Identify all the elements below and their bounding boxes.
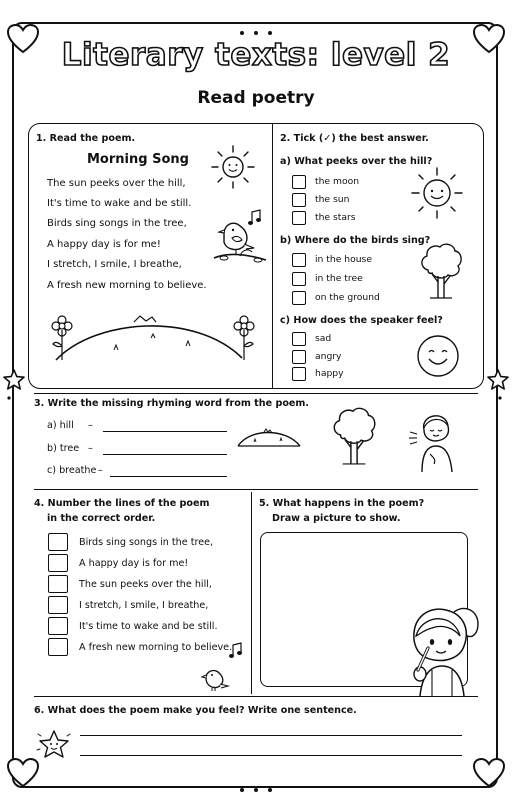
option-label: in the house [315,254,373,265]
number-box[interactable] [48,596,68,614]
option-label: in the tree [315,273,363,284]
number-box[interactable] [48,575,68,593]
poem-title: Morning Song [87,152,189,167]
tree-icon [418,240,464,300]
q5-heading-line2: Draw a picture to show. [272,513,401,524]
section-divider [34,393,478,394]
poem-line: A fresh new morning to believe. [47,280,207,291]
checkbox[interactable] [292,211,306,225]
q2-part-a-question: a) What peeks over the hill? [280,156,433,167]
checkbox[interactable] [292,175,306,189]
option-label: angry [315,351,342,362]
q3-heading: 3. Write the missing rhyming word from the poem. [34,398,310,409]
checkbox[interactable] [292,291,306,305]
dash: – [98,465,103,476]
q2-part-b-question: b) Where do the birds sing? [280,235,431,246]
number-box[interactable] [48,533,68,551]
star-icon [2,368,26,392]
checkbox[interactable] [292,367,306,381]
q2-part-c-question: c) How does the speaker feel? [280,315,443,326]
option-label: the stars [315,212,356,223]
page-subtitle: Read poetry [197,88,315,108]
hill-with-flowers-illustration [36,308,262,364]
decorative-dots [6,395,12,407]
sun-icon [410,166,464,220]
page-title: Literary texts: level 2 [61,37,451,73]
tree-icon [330,404,378,466]
option-label: happy [315,368,344,379]
number-box[interactable] [48,554,68,572]
section-divider [272,123,273,389]
q4-heading: 4. Number the lines of the poem [34,498,210,509]
music-note-icon [247,209,263,227]
answer-line[interactable] [103,431,227,432]
q6-heading: 6. What does the poem make you feel? Write one sentence. [34,705,357,716]
poem-line: The sun peeks over the hill, [47,178,186,189]
dash: – [88,443,93,454]
poem-line: I stretch, I smile, I breathe, [47,259,182,270]
rhyme-prompt: b) tree [47,443,80,454]
poem-line-to-order: The sun peeks over the hill, [79,579,212,590]
q4-heading-line2: in the correct order. [47,513,156,524]
rhyme-prompt: c) breathe [47,465,97,476]
poem-line-to-order: I stretch, I smile, I breathe, [79,600,209,611]
girl-drawing-illustration [398,600,486,700]
answer-line[interactable] [103,454,227,455]
option-label: the moon [315,176,360,187]
checkbox[interactable] [292,272,306,286]
heart-icon [472,758,506,788]
poem-line: Birds sing songs in the tree, [47,218,187,229]
section-divider [251,492,252,694]
option-label: sad [315,333,332,344]
answer-line[interactable] [110,476,227,477]
checkbox[interactable] [292,350,306,364]
poem-line: A happy day is for me! [47,239,161,250]
number-box[interactable] [48,617,68,635]
hill-icon [236,424,302,450]
answer-line[interactable] [80,735,462,736]
rhyme-prompt: a) hill [47,420,74,431]
q5-heading: 5. What happens in the poem? [259,498,425,509]
checkbox[interactable] [292,193,306,207]
smiley-face-icon [416,334,460,378]
star-smiley-icon [34,728,74,764]
q1-heading: 1. Read the poem. [36,133,136,144]
poem-line-to-order: It's time to wake and be still. [79,621,218,632]
music-note-icon [228,642,244,660]
poem-line-to-order: Birds sing songs in the tree, [79,537,214,548]
section-divider [34,489,478,490]
section-divider [34,696,478,697]
checkbox[interactable] [292,253,306,267]
poem-line: It's time to wake and be still. [47,198,192,209]
dash: – [88,420,93,431]
decorative-dots [238,30,274,36]
option-label: on the ground [315,292,380,303]
star-icon [486,368,510,392]
sun-icon [210,144,256,190]
checkbox[interactable] [292,332,306,346]
option-label: the sun [315,194,350,205]
decorative-dots [497,395,503,407]
breathing-girl-illustration [406,404,464,474]
decorative-dots [238,787,274,793]
poem-line-to-order: A happy day is for me! [79,558,189,569]
bird-icon [198,664,232,692]
poem-line-to-order: A fresh new morning to believe. [79,642,233,653]
answer-line[interactable] [80,755,462,756]
number-box[interactable] [48,638,68,656]
q2-heading: 2. Tick (✓) the best answer. [280,133,429,144]
